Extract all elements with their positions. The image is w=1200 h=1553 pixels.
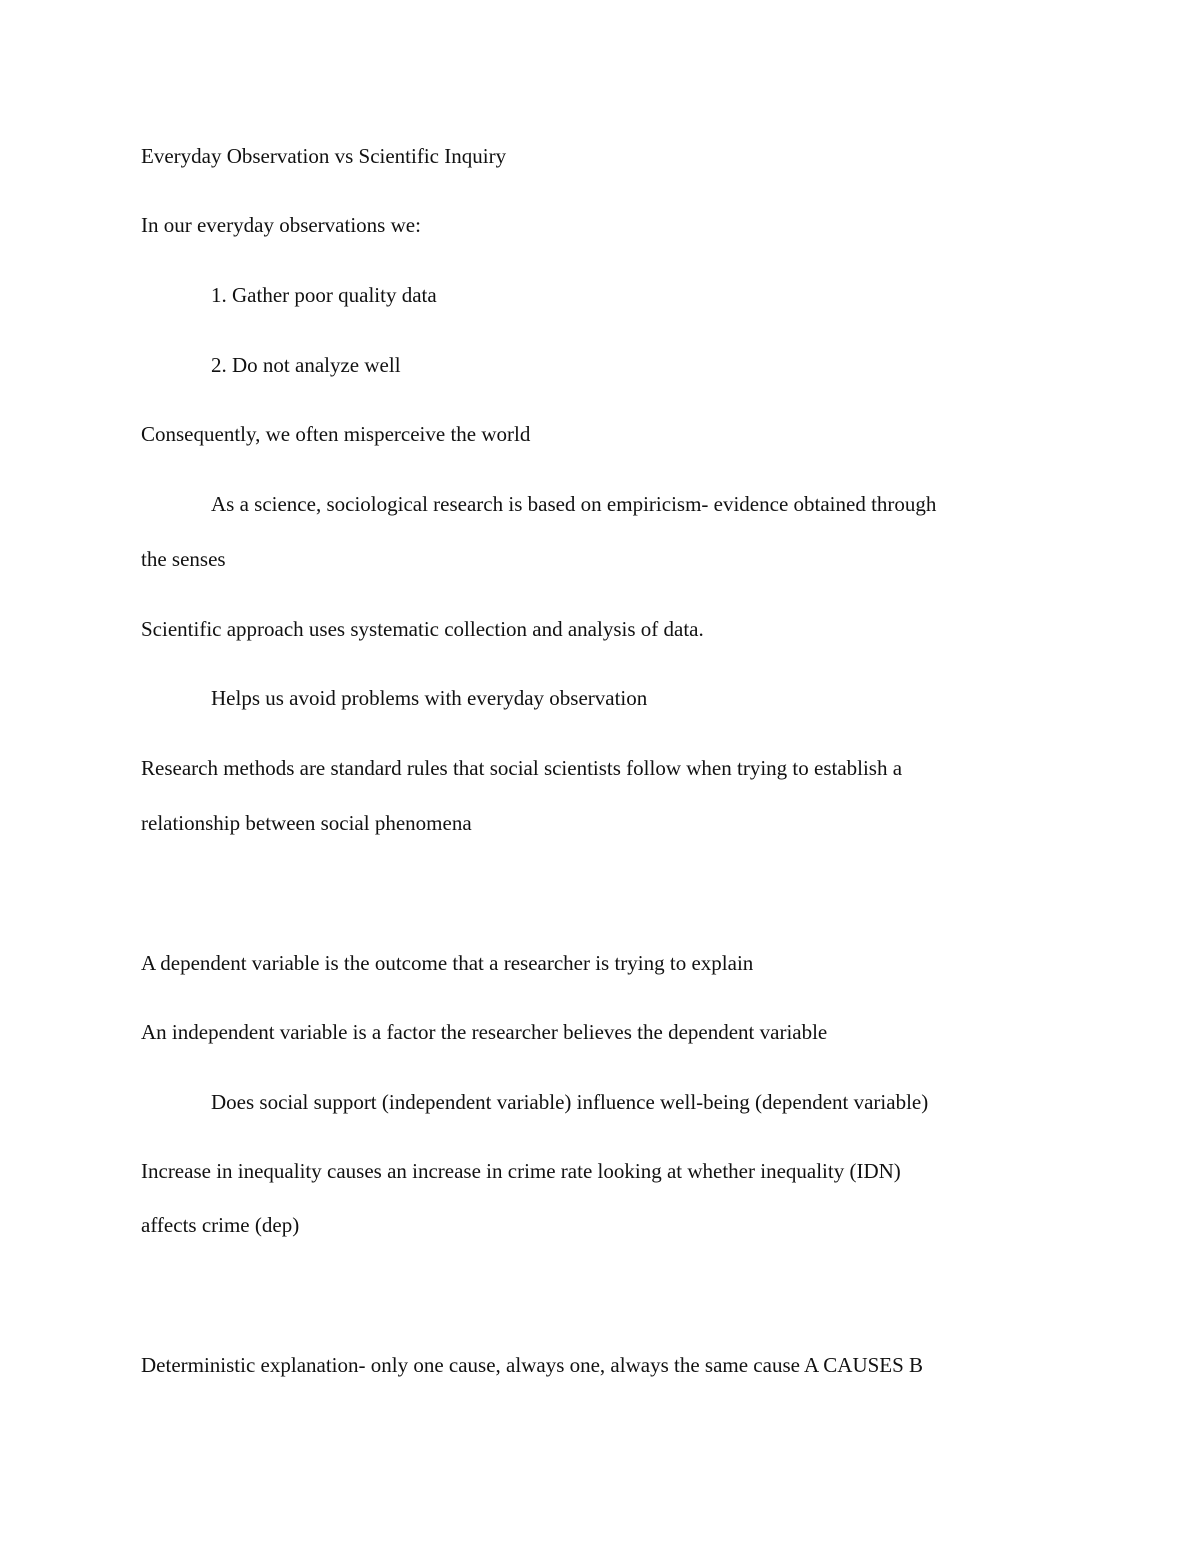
research-methods-paragraph-line-2: relationship between social phenomena (141, 811, 472, 835)
consequence-paragraph: Consequently, we often misperceive the world (141, 422, 531, 446)
inequality-example-line-2: affects crime (dep) (141, 1213, 300, 1237)
empiricism-paragraph-line-2: the senses (141, 547, 226, 571)
inequality-example-line-1: Increase in inequality causes an increase in crime rate looking at whether inequality (IDN) (141, 1159, 901, 1183)
scientific-approach-paragraph: Scientific approach uses systematic collection and analysis of data. (141, 617, 704, 641)
deterministic-explanation-paragraph: Deterministic explanation- only one cause, always one, always the same cause A CAUSES B (141, 1353, 924, 1377)
dependent-variable-definition: A dependent variable is the outcome that a researcher is trying to explain (141, 951, 754, 975)
independent-variable-definition: An independent variable is a factor the researcher believes the dependent variable (141, 1020, 828, 1044)
research-methods-paragraph-line-1: Research methods are standard rules that social scientists follow when trying to establish a (141, 756, 903, 780)
empiricism-paragraph-line-1: As a science, sociological research is based on empiricism- evidence obtained through (211, 492, 937, 516)
document-title: Everyday Observation vs Scientific Inquiry (141, 144, 507, 168)
list-item: 1. Gather poor quality data (211, 283, 437, 307)
list-item: 2. Do not analyze well (211, 353, 401, 377)
intro-paragraph: In our everyday observations we: (141, 213, 421, 237)
helps-paragraph: Helps us avoid problems with everyday observation (211, 686, 648, 710)
social-support-example: Does social support (independent variable) influence well-being (dependent variable) (211, 1090, 929, 1114)
